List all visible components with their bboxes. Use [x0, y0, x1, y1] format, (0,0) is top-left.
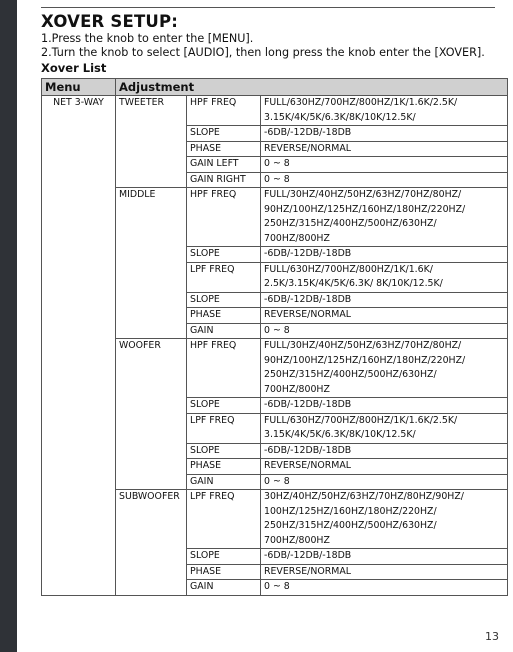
instruction-step-2: 2.Turn the knob to select [AUDIO], then long press the knob enter the [XOVER]. — [41, 46, 485, 59]
group-cell-woofer: WOOFER — [116, 339, 187, 490]
value-cell: FULL/630HZ/700HZ/800HZ/1K/1.6K/2.5K/ 3.15K/4K/5K/6.3K/8K/10K/12.5K/ — [261, 413, 508, 443]
value-cell: 0 ~ 8 — [261, 323, 508, 339]
param-cell: HPF FREQ — [187, 339, 261, 398]
value-cell: REVERSE/NORMAL — [261, 459, 508, 475]
param-cell: SLOPE — [187, 398, 261, 414]
param-cell: SLOPE — [187, 549, 261, 565]
value-cell: FULL/30HZ/40HZ/50HZ/63HZ/70HZ/80HZ/ 90HZ/100HZ/125HZ/160HZ/180HZ/220HZ/ 250HZ/315HZ/400HZ/500HZ/630HZ/ 700HZ/800HZ — [261, 188, 508, 247]
param-cell: GAIN LEFT — [187, 157, 261, 173]
page-title: XOVER SETUP: — [41, 12, 179, 31]
manual-page — [17, 0, 513, 652]
param-cell: SLOPE — [187, 292, 261, 308]
menu-cell: NET 3-WAY — [42, 96, 116, 596]
param-cell: HPF FREQ — [187, 188, 261, 247]
header-menu: Menu — [42, 79, 116, 96]
param-cell: GAIN RIGHT — [187, 172, 261, 188]
value-cell: 30HZ/40HZ/50HZ/63HZ/70HZ/80HZ/90HZ/ 100HZ/125HZ/160HZ/180HZ/220HZ/ 250HZ/315HZ/400HZ/500HZ/630HZ/ 700HZ/800HZ — [261, 490, 508, 549]
top-rule — [41, 7, 495, 8]
value-cell: 0 ~ 8 — [261, 580, 508, 596]
param-cell: GAIN — [187, 580, 261, 596]
value-cell: -6DB/-12DB/-18DB — [261, 443, 508, 459]
xover-list-title: Xover List — [41, 61, 107, 75]
param-cell: SLOPE — [187, 443, 261, 459]
param-cell: LPF FREQ — [187, 262, 261, 292]
value-cell: 0 ~ 8 — [261, 157, 508, 173]
group-cell-subwoofer: SUBWOOFER — [116, 490, 187, 596]
page-number: 13 — [485, 630, 499, 643]
param-cell: HPF FREQ — [187, 96, 261, 126]
value-cell: FULL/630HZ/700HZ/800HZ/1K/1.6K/2.5K/ 3.15K/4K/5K/6.3K/8K/10K/12.5K/ — [261, 96, 508, 126]
value-cell: -6DB/-12DB/-18DB — [261, 292, 508, 308]
param-cell: PHASE — [187, 459, 261, 475]
param-cell: PHASE — [187, 564, 261, 580]
param-cell: PHASE — [187, 308, 261, 324]
value-cell: 0 ~ 8 — [261, 474, 508, 490]
value-cell: -6DB/-12DB/-18DB — [261, 247, 508, 263]
param-cell: PHASE — [187, 141, 261, 157]
param-cell: GAIN — [187, 474, 261, 490]
table-row — [42, 96, 508, 126]
value-cell: FULL/630HZ/700HZ/800HZ/1K/1.6K/ 2.5K/3.15K/4K/5K/6.3K/ 8K/10K/12.5K/ — [261, 262, 508, 292]
value-cell: REVERSE/NORMAL — [261, 141, 508, 157]
xover-table — [41, 78, 508, 596]
param-cell: LPF FREQ — [187, 490, 261, 549]
value-cell: REVERSE/NORMAL — [261, 564, 508, 580]
instruction-step-1: 1.Press the knob to enter the [MENU]. — [41, 32, 254, 45]
group-cell-tweeter: TWEETER — [116, 96, 187, 188]
param-cell: SLOPE — [187, 126, 261, 142]
table-header-row — [42, 79, 508, 96]
value-cell: -6DB/-12DB/-18DB — [261, 398, 508, 414]
value-cell: 0 ~ 8 — [261, 172, 508, 188]
header-adjustment: Adjustment — [116, 79, 508, 96]
value-cell: -6DB/-12DB/-18DB — [261, 549, 508, 565]
param-cell: SLOPE — [187, 247, 261, 263]
value-cell: -6DB/-12DB/-18DB — [261, 126, 508, 142]
param-cell: GAIN — [187, 323, 261, 339]
value-cell: FULL/30HZ/40HZ/50HZ/63HZ/70HZ/80HZ/ 90HZ/100HZ/125HZ/160HZ/180HZ/220HZ/ 250HZ/315HZ/400HZ/500HZ/630HZ/ 700HZ/800HZ — [261, 339, 508, 398]
param-cell: LPF FREQ — [187, 413, 261, 443]
value-cell: REVERSE/NORMAL — [261, 308, 508, 324]
table-body — [42, 96, 508, 596]
group-cell-middle: MIDDLE — [116, 188, 187, 339]
